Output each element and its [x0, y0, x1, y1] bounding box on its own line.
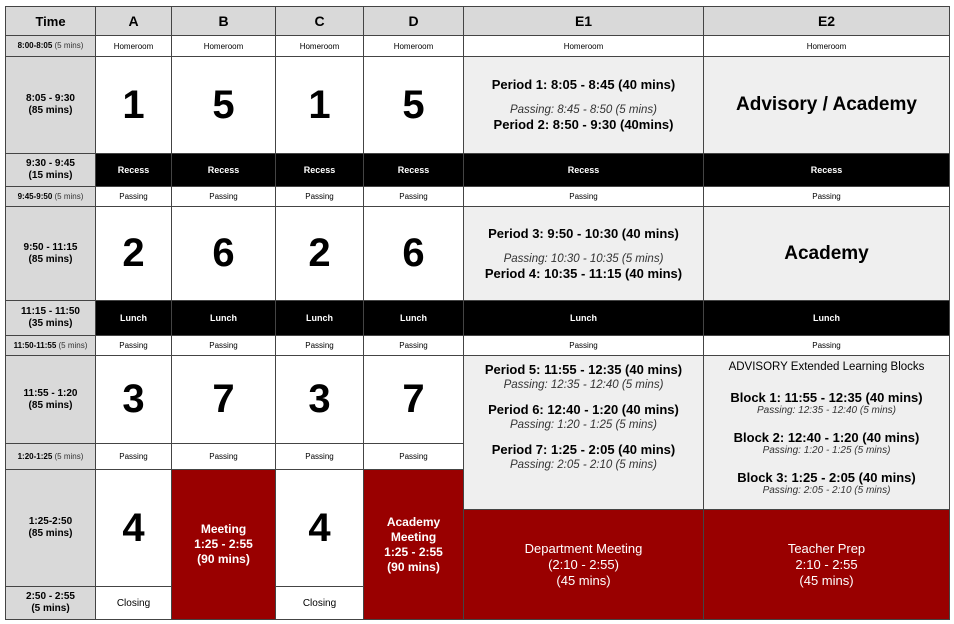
bell-schedule-table	[5, 6, 950, 620]
department-meeting: Department Meeting (2:10 - 2:55) (45 mins)	[464, 510, 704, 620]
passing2-c: Passing	[276, 336, 364, 356]
lunch-b: Lunch	[172, 301, 276, 336]
block3-b: 7	[172, 356, 276, 444]
block1-a: 1	[96, 57, 172, 154]
block3-e2	[704, 356, 950, 510]
time-homeroom: 8:00-8:05 (5 mins)	[6, 36, 96, 57]
header-e1: E1	[464, 7, 704, 36]
block2-e2: Academy	[704, 207, 950, 301]
block2-a: 2	[96, 207, 172, 301]
passing1-e2: Passing	[704, 187, 950, 207]
block1-d: 5	[364, 57, 464, 154]
passing3-a: Passing	[96, 444, 172, 470]
homeroom-b: Homeroom	[172, 36, 276, 57]
period-1: Period 1: 8:05 - 8:45 (40 mins)	[491, 77, 676, 92]
block4-b-meeting: Meeting 1:25 - 2:55 (90 mins)	[172, 470, 276, 620]
schedule-container	[5, 6, 950, 620]
block2-d: 6	[364, 207, 464, 301]
block2-c: 2	[276, 207, 364, 301]
passing1-row	[6, 187, 950, 207]
teacher-prep: Teacher Prep 2:10 - 2:55 (45 mins)	[704, 510, 950, 620]
block4-c: 4	[276, 470, 364, 587]
time-passing2: 11:50-11:55 (5 mins)	[6, 336, 96, 356]
advisory-block-1: Block 1: 11:55 - 12:35 (40 mins)	[730, 390, 923, 405]
advisory-pass-3: Passing: 2:05 - 2:10 (5 mins)	[762, 485, 891, 496]
homeroom-e1: Homeroom	[464, 36, 704, 57]
passing-7: Passing: 2:05 - 2:10 (5 mins)	[509, 459, 657, 471]
time-block1: 8:05 - 9:30 (85 mins)	[6, 57, 96, 154]
block2-e1	[464, 207, 704, 301]
block4-d-academy-meeting: Academy Meeting 1:25 - 2:55 (90 mins)	[364, 470, 464, 620]
period-2: Period 2: 8:50 - 9:30 (40mins)	[493, 117, 674, 132]
block1-e2: Advisory / Academy	[704, 57, 950, 154]
recess-e2: Recess	[704, 154, 950, 187]
lunch-a: Lunch	[96, 301, 172, 336]
header-c: C	[276, 7, 364, 36]
passing2-e2: Passing	[704, 336, 950, 356]
block3-row	[6, 356, 950, 444]
passing-5: Passing: 12:35 - 12:40 (5 mins)	[503, 379, 664, 391]
block1-row	[6, 57, 950, 154]
passing1-d: Passing	[364, 187, 464, 207]
period-6: Period 6: 12:40 - 1:20 (40 mins)	[488, 402, 679, 417]
advisory-pass-1: Passing: 12:35 - 12:40 (5 mins)	[757, 405, 896, 416]
passing2-e1: Passing	[464, 336, 704, 356]
recess-row	[6, 154, 950, 187]
block3-d: 7	[364, 356, 464, 444]
header-b: B	[172, 7, 276, 36]
recess-c: Recess	[276, 154, 364, 187]
lunch-row	[6, 301, 950, 336]
recess-d: Recess	[364, 154, 464, 187]
passing3-b: Passing	[172, 444, 276, 470]
time-recess: 9:30 - 9:45 (15 mins)	[6, 154, 96, 187]
time-passing3: 1:20-1:25 (5 mins)	[6, 444, 96, 470]
closing-c: Closing	[276, 587, 364, 620]
homeroom-c: Homeroom	[276, 36, 364, 57]
passing1-b: Passing	[172, 187, 276, 207]
closing-a: Closing	[96, 587, 172, 620]
time-closing: 2:50 - 2:55 (5 mins)	[6, 587, 96, 620]
advisory-block-3: Block 3: 1:25 - 2:05 (40 mins)	[737, 470, 916, 485]
block1-b: 5	[172, 57, 276, 154]
recess-e1: Recess	[464, 154, 704, 187]
lunch-e1: Lunch	[464, 301, 704, 336]
passing1-e1: Passing	[464, 187, 704, 207]
block4-a: 4	[96, 470, 172, 587]
block1-e1	[464, 57, 704, 154]
passing2-a: Passing	[96, 336, 172, 356]
passing-1: Passing: 8:45 - 8:50 (5 mins)	[509, 104, 657, 116]
block3-a: 3	[96, 356, 172, 444]
advisory-blocks-title: ADVISORY Extended Learning Blocks	[728, 361, 925, 373]
time-block4: 1:25-2:50 (85 mins)	[6, 470, 96, 587]
homeroom-e2: Homeroom	[704, 36, 950, 57]
passing2-row	[6, 336, 950, 356]
lunch-c: Lunch	[276, 301, 364, 336]
advisory-block-2: Block 2: 12:40 - 1:20 (40 mins)	[733, 430, 920, 445]
passing3-d: Passing	[364, 444, 464, 470]
period-4: Period 4: 10:35 - 11:15 (40 mins)	[484, 265, 683, 281]
recess-b: Recess	[172, 154, 276, 187]
passing-6: Passing: 1:20 - 1:25 (5 mins)	[509, 419, 657, 431]
advisory-pass-2: Passing: 1:20 - 1:25 (5 mins)	[762, 445, 891, 456]
block3-e1	[464, 356, 704, 510]
block3-c: 3	[276, 356, 364, 444]
recess-a: Recess	[96, 154, 172, 187]
homeroom-row	[6, 36, 950, 57]
homeroom-a: Homeroom	[96, 36, 172, 57]
time-passing1: 9:45-9:50 (5 mins)	[6, 187, 96, 207]
lunch-d: Lunch	[364, 301, 464, 336]
period-7: Period 7: 1:25 - 2:05 (40 mins)	[491, 442, 676, 457]
passing1-a: Passing	[96, 187, 172, 207]
passing-3: Passing: 10:30 - 10:35 (5 mins)	[503, 252, 664, 265]
header-d: D	[364, 7, 464, 36]
passing1-c: Passing	[276, 187, 364, 207]
passing3-c: Passing	[276, 444, 364, 470]
passing2-d: Passing	[364, 336, 464, 356]
homeroom-d: Homeroom	[364, 36, 464, 57]
header-a: A	[96, 7, 172, 36]
block2-b: 6	[172, 207, 276, 301]
block2-row	[6, 207, 950, 301]
time-lunch: 11:15 - 11:50 (35 mins)	[6, 301, 96, 336]
block1-c: 1	[276, 57, 364, 154]
period-3: Period 3: 9:50 - 10:30 (40 mins)	[488, 225, 679, 241]
header-row	[6, 7, 950, 36]
time-block3: 11:55 - 1:20 (85 mins)	[6, 356, 96, 444]
period-5: Period 5: 11:55 - 12:35 (40 mins)	[484, 362, 683, 377]
passing2-b: Passing	[172, 336, 276, 356]
header-e2: E2	[704, 7, 950, 36]
header-time: Time	[6, 7, 96, 36]
time-block2: 9:50 - 11:15 (85 mins)	[6, 207, 96, 301]
lunch-e2: Lunch	[704, 301, 950, 336]
